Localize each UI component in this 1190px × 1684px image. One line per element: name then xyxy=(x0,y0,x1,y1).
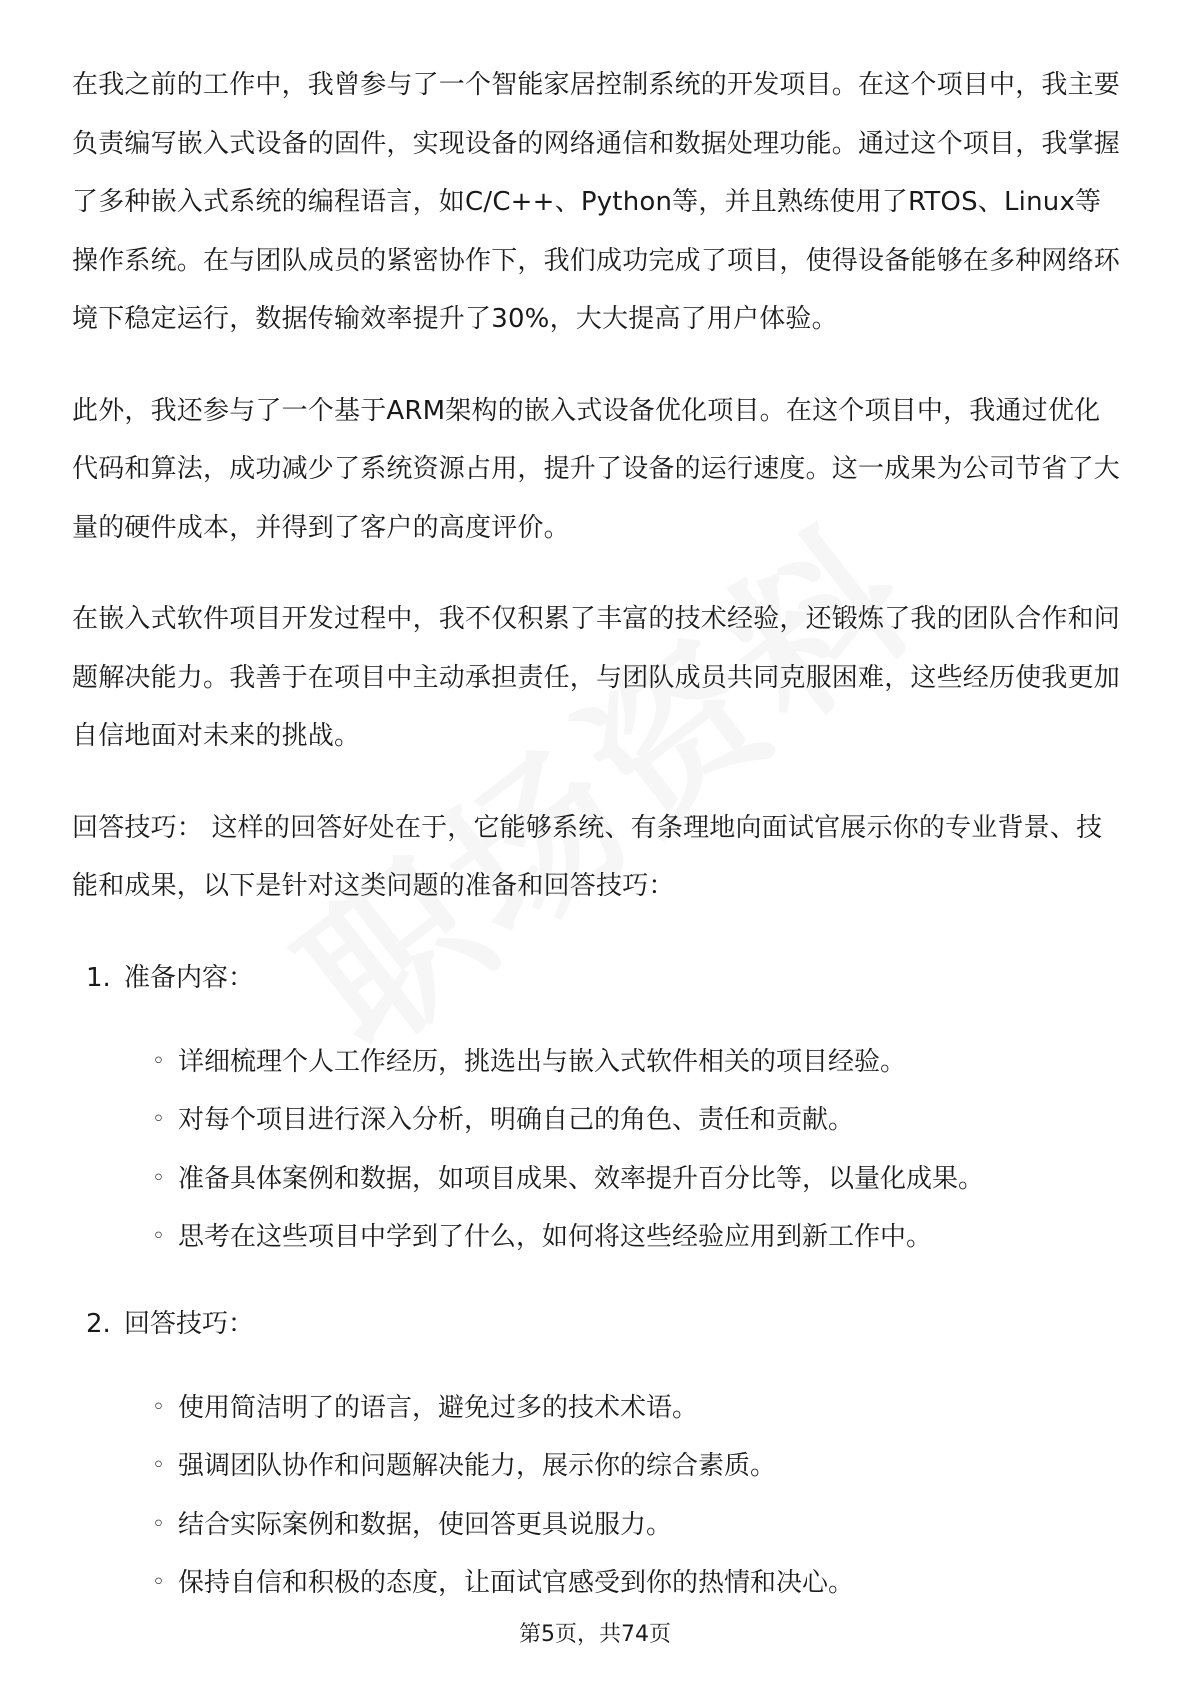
page-number-footer: 第5页，共74页 xyxy=(519,1622,671,1647)
list-item-text: 结合实际案例和数据，使回答更具说服力。 xyxy=(178,1509,673,1540)
list-item-text: 详细梳理个人工作经历，挑选出与嵌入式软件相关的项目经验。 xyxy=(178,1046,907,1077)
list-item-text: 保持自信和积极的态度，让面试官感受到你的热情和决心。 xyxy=(178,1568,855,1598)
list-item xyxy=(152,1091,1122,1150)
section-title: 回答技巧： xyxy=(124,1308,255,1339)
hollow-bullet-icon: ◦ xyxy=(152,1224,165,1249)
section-heading xyxy=(72,1295,1122,1353)
section-number: 1. xyxy=(86,962,111,993)
list-item-text: 准备具体案例和数据，如项目成果、效率提升百分比等，以量化成果。 xyxy=(178,1163,985,1194)
section-prepare xyxy=(72,949,1122,1267)
list-item xyxy=(152,1208,1122,1267)
list-item xyxy=(152,1033,1122,1092)
paragraph-answer-tips-intro: 回答技巧： 这样的回答好处在于，它能够系统、有条理地向面试官展示你的专业背景、技能和成果，以下是针对这类问题的准备和回答技巧： xyxy=(72,812,1103,901)
hollow-bullet-icon: ◦ xyxy=(152,1453,165,1478)
section-heading xyxy=(72,949,1122,1007)
paragraph-project-smart-home: 在我之前的工作中，我曾参与了一个智能家居控制系统的开发项目。在这个项目中，我主要负责编写嵌入式设备的固件，实现设备的网络通信和数据处理功能。通过这个项目，我掌握了多种嵌入式系统的编程语言，如C/C++、Python等，并且熟练使用了RTOS、Linux等操作系统。在与团队成员的紧密协作下，我们成功完成了项目，使得设备能够在多种网络环境下稳定运行，数据传输效率提升了30%，大大提高了用户体验。 xyxy=(72,70,1121,334)
page-content xyxy=(72,56,1122,1641)
list-item-text: 对每个项目进行深入分析，明确自己的角色、责任和贡献。 xyxy=(178,1105,855,1135)
list-item-text: 强调团队协作和问题解决能力，展示你的综合素质。 xyxy=(178,1451,777,1481)
hollow-bullet-icon: ◦ xyxy=(152,1048,165,1074)
list-item xyxy=(152,1150,1122,1209)
hollow-bullet-icon: ◦ xyxy=(152,1165,165,1191)
paragraph-experience: 在嵌入式软件项目开发过程中，我不仅积累了丰富的技术经验，还锻炼了我的团队合作和问题解决能力。我善于在项目中主动承担责任，与团队成员共同克服困难，这些经历使我更加自信地面对未来的挑战。 xyxy=(72,604,1121,751)
hollow-bullet-icon: ◦ xyxy=(152,1511,165,1537)
bullet-list xyxy=(72,1379,1122,1613)
hollow-bullet-icon: ◦ xyxy=(152,1570,165,1595)
section-number: 2. xyxy=(86,1308,111,1339)
section-answer-tips xyxy=(72,1295,1122,1613)
list-item-text: 使用简洁明了的语言，避免过多的技术术语。 xyxy=(178,1392,699,1423)
paragraph-project-arm: 此外，我还参与了一个基于ARM架构的嵌入式设备优化项目。在这个项目中，我通过优化代码和算法，成功减少了系统资源占用，提升了设备的运行速度。这一成果为公司节省了大量的硬件成本，并得到了客户的高度评价。 xyxy=(72,395,1121,543)
bullet-list xyxy=(72,1033,1122,1267)
section-title: 准备内容： xyxy=(124,962,255,993)
list-item xyxy=(152,1379,1122,1438)
list-item-text: 思考在这些项目中学到了什么，如何将这些经验应用到新工作中。 xyxy=(178,1222,933,1252)
hollow-bullet-icon: ◦ xyxy=(152,1107,165,1132)
hollow-bullet-icon: ◦ xyxy=(152,1394,165,1420)
list-item xyxy=(152,1496,1122,1555)
list-item xyxy=(152,1554,1122,1613)
list-item xyxy=(152,1437,1122,1496)
